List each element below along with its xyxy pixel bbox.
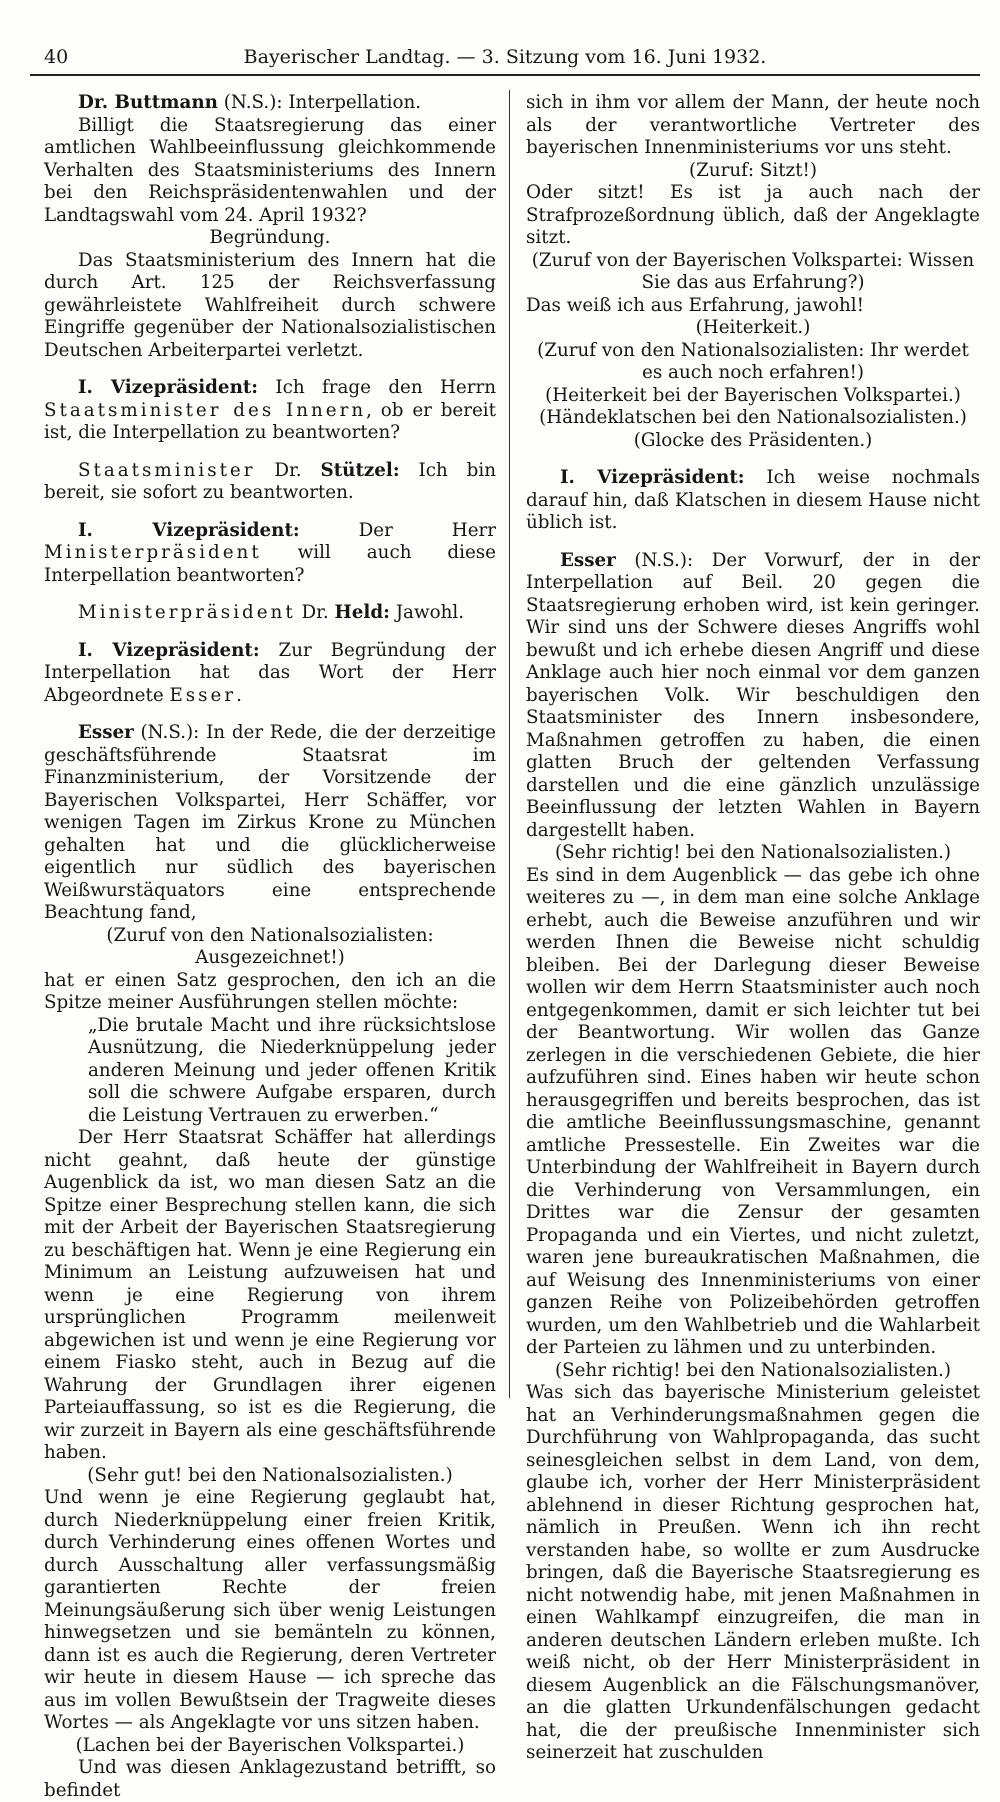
speaker-name: I. Vizepräsident:	[78, 519, 300, 541]
speaker-name: I. Vizepräsident:	[78, 377, 259, 398]
text-paragraph: Und wenn je eine Regierung geglaubt hat, durch Niederknüppelung einer freien Kritik, durch Verhinderung eines offenen Wortes und durch Ausschaltung aller verfassungsmäßig garantierten Rechte der freien Meinungsäußerung sich über wenig Leistungen hinwegsetzen und sie bemänteln zu können, dann ist es auch die Regierung, deren Vertreter wir heute in diesem Hause — ich spreche das aus im vollen Bewußtsein der Tragweite dieses Wortes — als Angeklagte vor uns sitzen haben.	[44, 1487, 496, 1733]
speaker-name: I. Vizepräsident:	[560, 467, 745, 488]
speech-paragraph: I. Vizepräsident: Ich weise nochmals darauf hin, daß Klatschen in diesem Hause nicht üblich ist.	[526, 467, 980, 533]
text-paragraph: Das weiß ich aus Erfahrung, jawohl!	[526, 294, 864, 316]
speech-paragraph: I. Vizepräsident: Ich frage den Herrn Staatsminister des Innern, ob er bereit ist, die Interpellation zu beantworten?	[44, 377, 496, 443]
text-paragraph: Oder sitzt! Es ist ja auch nach der Strafprozeßordnung üblich, daß der Angeklagte sitzt.	[526, 182, 980, 248]
speaker-name: Esser	[78, 722, 134, 743]
interjection: (Glocke des Präsidenten.)	[633, 429, 873, 451]
column-divider	[509, 90, 510, 1398]
text-paragraph: Und was diesen Anklagezustand betrifft, so befindet	[44, 1757, 496, 1801]
left-column	[44, 92, 496, 1802]
interjection: (Zuruf von den Nationalsozialisten: Ihr werdet es auch noch erfahren!)	[537, 339, 969, 383]
running-title: Bayerischer Landtag. — 3. Sitzung vom 16. Juni 1932.	[243, 46, 767, 68]
section-heading: Begründung.	[209, 227, 331, 248]
text-paragraph: Das Staatsministerium des Innern hat die durch Art. 125 der Reichsverfassung gewährleistete Wahlfreiheit durch schwere Eingriffe gegenüber der Nationalsozialistischen Deutschen Arbeiterpartei verletzt.	[44, 249, 496, 361]
interjection: (Sehr richtig! bei den Nationalsozialisten.)	[554, 1359, 952, 1381]
right-column	[526, 92, 980, 1765]
interjection: (Händeklatschen bei den Nationalsozialisten.)	[539, 407, 967, 428]
quotation: „Die brutale Macht und ihre rücksichtslose Ausnützung, die Niederknüppelung jeder anderen Meinung und jeder offenen Kritik soll die schwere Aufgabe ersparen, durch die Leistung Vertrauen zu erwerben.“	[88, 1014, 496, 1126]
speaker-name: Dr. Buttmann	[78, 92, 218, 113]
interjection: (Zuruf von den Nationalsozialisten: Ausgezeichnet!)	[106, 924, 434, 968]
speech-paragraph: I. Vizepräsident: Zur Begründung der Interpellation hat das Wort der Herr Abgeordnete Esser.	[44, 639, 496, 706]
speech-paragraph: I. Vizepräsident: Der Herr Ministerpräsident will auch diese Interpellation beantworten?	[44, 519, 496, 586]
speaker-name: Esser	[560, 549, 616, 571]
speaker-name: Stützel:	[320, 459, 400, 481]
text-paragraph: Billigt die Staatsregierung das einer amtlichen Wahlbeeinflussung gleichkommende Verhalten des Staatsministeriums des Innern bei den Reichspräsidentenwahlen und der Landtagswahl vom 24. April 1932?	[44, 114, 496, 226]
page-header	[30, 46, 980, 76]
speaker-name: I. Vizepräsident:	[78, 639, 260, 661]
speaker-name: Held:	[334, 602, 390, 623]
text-paragraph: Was sich das bayerische Ministerium geleistet hat an Verhinderungsmaßnahmen gegen die Durchführung von Wahlpropaganda, das sucht seinesgleichen selbst in dem Land, von dem, glaube ich, vorher der Herr Ministerpräsident ablehnend in dieser Richtung gesprochen hat, nämlich in Preußen. Wenn ich ihn recht verstanden habe, so wollte er zum Ausdrucke bringen, daß die Bayerische Staatsregierung es nicht notwendig habe, mit jenen Maßnahmen in einen Wahlkampf einzugreifen, die man in anderen deutschen Ländern erleben mußte. Ich weiß nicht, ob der Herr Ministerpräsident in diesem Augenblick an die Fälschungsmanöver, an die glatten Urkundenfälschungen gedacht hat, die der preußische Innenminister sich seinerzeit hat zuschulden	[526, 1382, 980, 1763]
interjection: (Zuruf: Sitzt!)	[688, 159, 818, 181]
speech-paragraph: Esser (N.S.): In der Rede, die der derzeitige geschäftsführende Staatsrat im Finanzministerium, der Vorsitzende der Bayerischen Volkspartei, Herr Schäffer, vor wenigen Tagen im Zirkus Krone zu München gehalten hat und die glücklicherweise eigentlich nur südlich des bayerischen Weißwurstäquators eine entsprechende Beachtung fand,	[44, 722, 496, 923]
interjection: (Heiterkeit bei der Bayerischen Volkspartei.)	[545, 384, 961, 406]
interjection: (Zuruf von der Bayerischen Volkspartei: Wissen Sie das aus Erfahrung?)	[531, 249, 975, 293]
speech-paragraph: Esser (N.S.): Der Vorwurf, der in der Interpellation auf Beil. 20 gegen die Staatsregierung erhoben wird, ist kein geringer. Wir sind uns der Schwere dieses Angriffs wohl bewußt und ich erhebe diesen Angriff und diese Anklage auch hier noch einmal vor dem ganzen bayerischen Volk. Wir beschuldigen den Staatsminister des Innern insbesondere, Maßnahmen getroffen zu haben, die einen glatten Bruch der geltenden Verfassung darstellen und die eine gänzlich unzulässige Beeinflussung der letzten Wahlen in Bayern dargestellt haben.	[526, 549, 980, 841]
speech-paragraph: Ministerpräsident Dr. Held: Jawohl.	[78, 602, 465, 623]
speech-paragraph: Dr. Buttmann (N.S.): Interpellation.	[78, 92, 422, 113]
interjection: (Heiterkeit.)	[695, 317, 811, 338]
speech-paragraph: Staatsminister Dr. Stützel: Ich bin bereit, sie sofort zu beantworten.	[44, 459, 496, 503]
text-paragraph: Der Herr Staatsrat Schäffer hat allerdings nicht geahnt, daß heute der günstige Augenblick da ist, wo man diesen Satz an die Spitze einer Besprechung stellen kann, die sich mit der Arbeit der Bayerischen Staatsregierung zu beschäftigen hat. Wenn je eine Regierung ein Minimum an Leistung aufzuweisen hat und wenn je eine Regierung von ihrem ursprünglichen Programm meilenweit abgewichen ist und wenn je eine Regierung vor einem Fiasko steht, auch in Bezug auf die Wahrung der Grundlagen ihrer eigenen Parteiauffassung, so ist es die Regierung, die wir zurzeit in Bayern als eine geschäftsführende haben.	[44, 1127, 496, 1463]
interjection: (Lachen bei der Bayerischen Volkspartei.)	[75, 1734, 465, 1756]
text-paragraph: hat er einen Satz gesprochen, den ich an die Spitze meiner Ausführungen stellen möchte:	[44, 969, 496, 1013]
interjection: (Sehr gut! bei den Nationalsozialisten.)	[87, 1464, 453, 1486]
text-paragraph: Es sind in dem Augenblick — das gebe ich ohne weiteres zu —, in dem man eine solche Anklage erhebt, auch die Beweise anzuführen und wir werden Ihnen die Beweise nicht schuldig bleiben. Bei der Darlegung dieser Beweise wollen wir dem Herrn Staatsminister auch noch entgegenkommen, damit er sich leichter tut bei der Beantwortung. Wir wollen das Ganze zerlegen in die verschiedenen Gebiete, die hier aufzuführen sind. Eines haben wir heute schon herausgegriffen und bereits besprochen, das ist die amtliche Beeinflussungsmaschine, genannt amtliche Pressestelle. Ein Zweites war die Unterbindung der Wahlfreiheit in Bayern durch die Verhinderung von Versammlungen, ein Drittes war die Zensur der gesamten Propaganda und ein Viertes, und nicht zuletzt, waren jene bureaukratischen Maßnahmen, die auf Weisung des Innenministeriums von einer ganzen Reihe von Polizeibehörden getroffen wurden, um den Wahlbetrieb und die Wahlarbeit der Parteien zu lähmen und zu unterbinden.	[526, 864, 980, 1358]
interjection: (Sehr richtig! bei den Nationalsozialisten.)	[554, 842, 952, 863]
page-number: 40	[44, 46, 69, 68]
text-paragraph: sich in ihm vor allem der Mann, der heute noch als der verantwortliche Vertreter des bayerischen Innenministeriums vor uns steht.	[526, 92, 980, 158]
